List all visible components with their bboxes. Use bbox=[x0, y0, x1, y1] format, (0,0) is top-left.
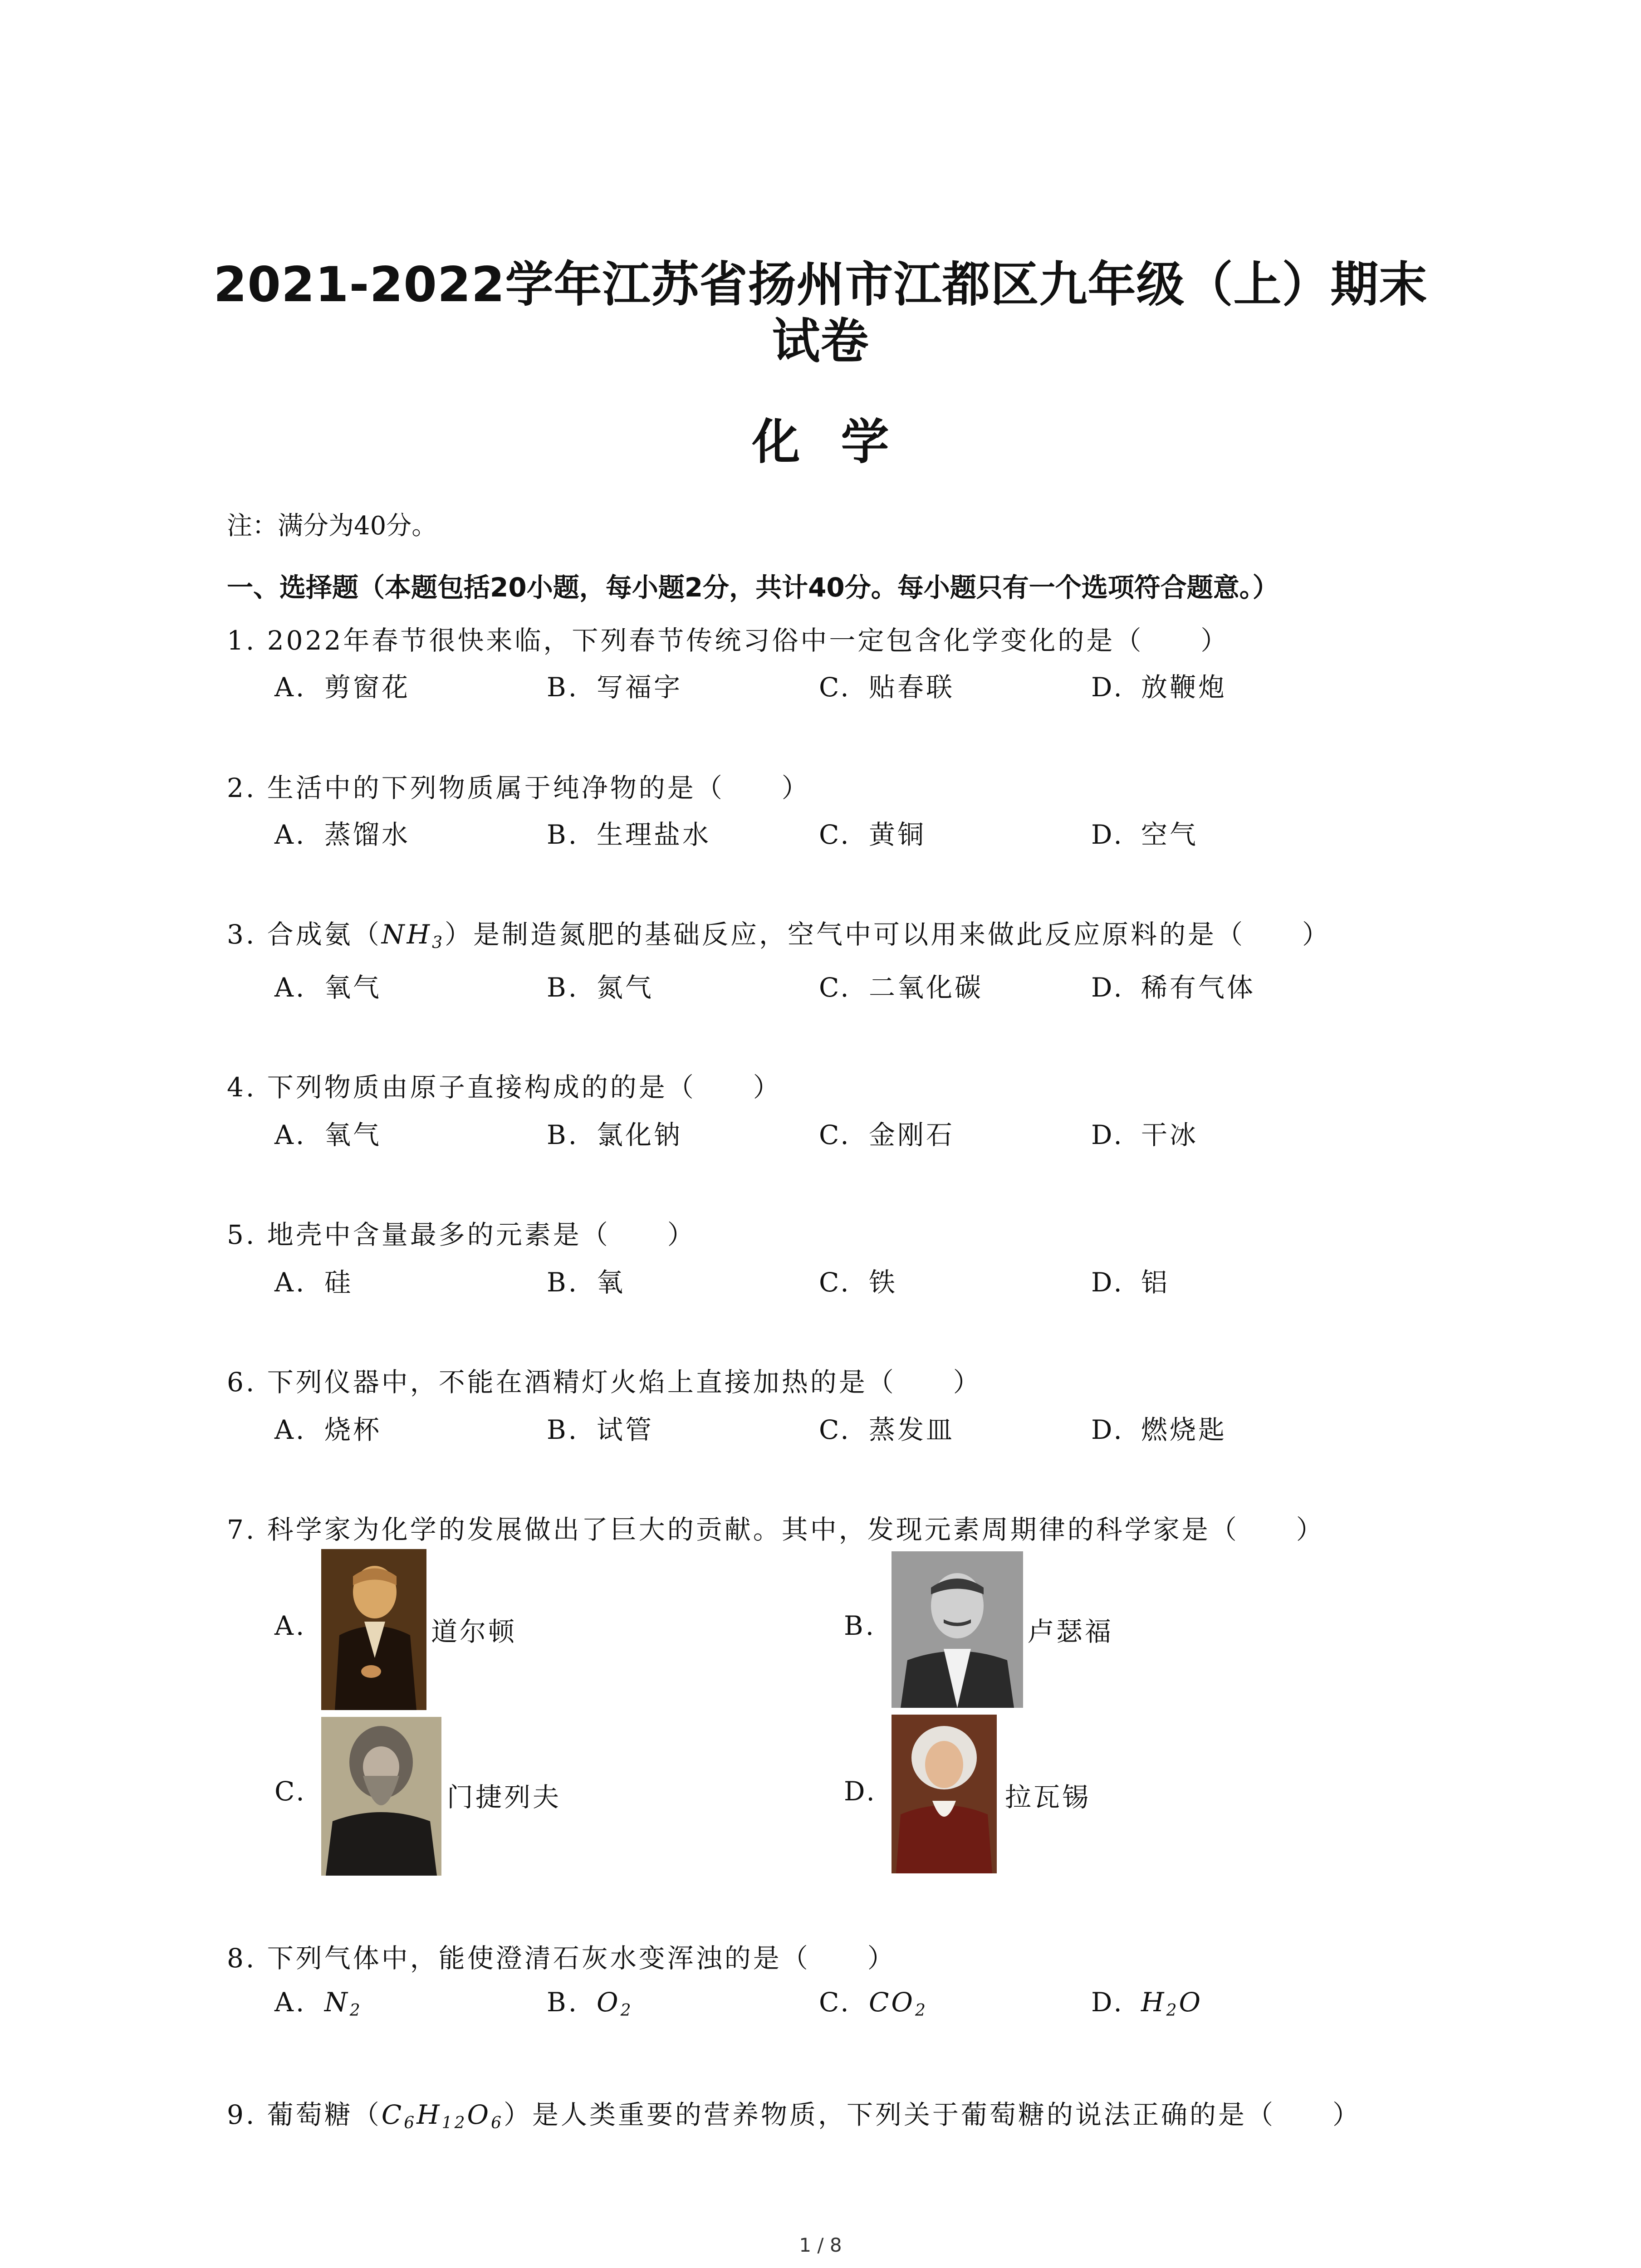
option-label: B. bbox=[547, 672, 579, 703]
option-label: D. bbox=[1091, 1414, 1124, 1445]
option-text: 贴春联 bbox=[869, 672, 955, 703]
option-label: B. bbox=[547, 1119, 579, 1150]
option-label: C. bbox=[819, 1414, 851, 1445]
option-text: 写福字 bbox=[597, 672, 683, 703]
option-text: 氧气 bbox=[324, 972, 382, 1003]
option-label: B. bbox=[547, 819, 579, 850]
formula-base: N bbox=[324, 1987, 350, 2018]
option-label: C. bbox=[819, 1987, 851, 2018]
option-label: D. bbox=[1091, 1987, 1124, 2018]
option-a-text: 道尔顿 bbox=[431, 1616, 517, 1647]
question-1 bbox=[227, 619, 1229, 657]
option-text: 燃烧匙 bbox=[1141, 1414, 1227, 1445]
exam-title-line2: 试卷 bbox=[772, 313, 869, 369]
question-5 bbox=[227, 1213, 696, 1251]
option-text: 二氧化碳 bbox=[869, 972, 984, 1003]
option-d bbox=[1091, 813, 1198, 851]
option-text: 硅 bbox=[324, 1267, 353, 1298]
option-a bbox=[274, 1114, 382, 1152]
option-text: 氧 bbox=[597, 1267, 626, 1298]
option-label: B. bbox=[547, 972, 579, 1003]
formula-subscript: 6 bbox=[404, 2114, 417, 2132]
question-text-before: 葡萄糖（ bbox=[267, 2099, 382, 2130]
formula-subscript: 2 bbox=[915, 2001, 928, 2020]
option-label: A. bbox=[274, 1267, 307, 1298]
question-9 bbox=[227, 2093, 1361, 2132]
formula-subscript: 12 bbox=[441, 2114, 467, 2132]
portrait-dalton-image bbox=[321, 1549, 426, 1710]
option-b bbox=[547, 1408, 654, 1447]
question-text-after: ）是人类重要的营养物质，下列关于葡萄糖的说法正确的是（ ） bbox=[503, 2099, 1361, 2130]
question-7 bbox=[227, 1508, 1325, 1546]
option-text: 氮气 bbox=[597, 972, 654, 1003]
option-label: A. bbox=[274, 1987, 307, 2018]
option-a bbox=[274, 666, 410, 704]
option-a bbox=[274, 1987, 362, 2020]
question-2 bbox=[227, 767, 810, 805]
question-number: 3. bbox=[227, 919, 257, 950]
option-text: 氯化钠 bbox=[597, 1119, 683, 1150]
option-b bbox=[547, 813, 711, 851]
option-d-text: 拉瓦锡 bbox=[1005, 1782, 1091, 1813]
question-text: 下列气体中，能使澄清石灰水变浑浊的是（ ） bbox=[267, 1943, 896, 1974]
option-label: A. bbox=[274, 1414, 307, 1445]
formula-glucose bbox=[382, 2099, 504, 2130]
option-d bbox=[1091, 966, 1255, 1004]
option-label: C. bbox=[819, 1119, 851, 1150]
option-label: D. bbox=[1091, 1119, 1124, 1150]
formula-base: CO bbox=[869, 1987, 915, 2018]
question-text-after: ）是制造氮肥的基础反应，空气中可以用来做此反应原料的是（ ） bbox=[445, 919, 1331, 950]
option-a-label: A. bbox=[274, 1610, 307, 1641]
option-text: 金刚石 bbox=[869, 1119, 955, 1150]
formula-co2 bbox=[869, 1987, 928, 2018]
formula-base: C bbox=[381, 2099, 404, 2130]
portrait-rutherford-image bbox=[892, 1551, 1023, 1708]
option-b-text: 卢瑟福 bbox=[1028, 1616, 1114, 1647]
option-label: D. bbox=[1091, 972, 1124, 1003]
option-text: 试管 bbox=[597, 1414, 654, 1445]
option-label: C. bbox=[819, 972, 851, 1003]
option-text: 黄铜 bbox=[869, 819, 926, 850]
question-number: 9. bbox=[227, 2099, 257, 2130]
option-text: 放鞭炮 bbox=[1141, 672, 1227, 703]
option-text: 空气 bbox=[1141, 819, 1199, 850]
option-label: B. bbox=[547, 1414, 579, 1445]
question-number: 6. bbox=[227, 1367, 257, 1398]
exam-title-line1: 2021-2022学年江苏省扬州市江都区九年级（上）期末 bbox=[213, 257, 1428, 313]
option-text: 干冰 bbox=[1141, 1119, 1199, 1150]
question-text: 2022年春节很快来临，下列春节传统习俗中一定包含化学变化的是（ ） bbox=[267, 625, 1230, 656]
question-text: 下列物质由原子直接构成的的是（ ） bbox=[267, 1072, 782, 1103]
option-label: A. bbox=[274, 1119, 307, 1150]
option-c bbox=[819, 1987, 928, 2020]
option-b bbox=[547, 1114, 682, 1152]
option-text: 烧杯 bbox=[324, 1414, 382, 1445]
option-b bbox=[547, 666, 682, 704]
option-text: 氧气 bbox=[324, 1119, 382, 1150]
question-text: 下列仪器中，不能在酒精灯火焰上直接加热的是（ ） bbox=[267, 1367, 982, 1398]
formula-subscript: 2 bbox=[620, 2001, 633, 2020]
option-a bbox=[274, 966, 382, 1004]
question-number: 5. bbox=[227, 1219, 257, 1250]
portrait-mendeleev-image bbox=[321, 1717, 441, 1876]
question-number: 4. bbox=[227, 1072, 257, 1103]
option-c bbox=[819, 666, 955, 704]
option-label: C. bbox=[819, 1267, 851, 1298]
option-label: A. bbox=[274, 672, 307, 703]
formula-base: O bbox=[467, 2099, 491, 2130]
question-number: 1. bbox=[227, 625, 257, 656]
formula-subscript: 2 bbox=[349, 2001, 362, 2020]
option-c bbox=[819, 813, 926, 851]
formula-o2 bbox=[597, 1987, 633, 2018]
section-heading: 一、选择题（本题包括20小题，每小题2分，共计40分。每小题只有一个选项符合题意。） bbox=[227, 572, 1279, 603]
score-note: 注：满分为40分。 bbox=[227, 511, 437, 541]
formula-subscript: 3 bbox=[432, 934, 445, 952]
option-label: C. bbox=[819, 672, 851, 703]
subject-title: 化学 bbox=[752, 414, 930, 470]
option-text: 铝 bbox=[1141, 1267, 1170, 1298]
formula-base: O bbox=[597, 1987, 621, 2018]
option-text: 蒸馏水 bbox=[324, 819, 411, 850]
option-c-label: C. bbox=[274, 1776, 307, 1807]
option-a bbox=[274, 1408, 382, 1447]
option-c bbox=[819, 1408, 955, 1447]
option-label: B. bbox=[547, 1267, 579, 1298]
option-label: C. bbox=[819, 819, 851, 850]
question-4 bbox=[227, 1066, 782, 1104]
formula-h2o bbox=[1141, 1987, 1203, 2018]
option-label: D. bbox=[1091, 819, 1124, 850]
option-label: D. bbox=[1091, 1267, 1124, 1298]
option-a bbox=[274, 1261, 353, 1299]
option-c-text: 门捷列夫 bbox=[447, 1782, 562, 1813]
question-8 bbox=[227, 1937, 896, 1975]
option-b bbox=[547, 1987, 633, 2020]
option-text: 稀有气体 bbox=[1141, 972, 1256, 1003]
option-label: D. bbox=[1091, 672, 1124, 703]
formula-n2 bbox=[324, 1987, 362, 2018]
option-text: 生理盐水 bbox=[597, 819, 711, 850]
option-d bbox=[1091, 1261, 1170, 1299]
formula-nh3 bbox=[382, 919, 445, 950]
option-c bbox=[819, 1114, 955, 1152]
page-number: 1 / 8 bbox=[799, 2234, 842, 2256]
question-6 bbox=[227, 1361, 982, 1399]
option-c bbox=[819, 1261, 897, 1299]
formula-base-2: O bbox=[1179, 1987, 1203, 2018]
option-b bbox=[547, 1261, 625, 1299]
question-text: 科学家为化学的发展做出了巨大的贡献。其中，发现元素周期律的科学家是（ ） bbox=[267, 1514, 1325, 1545]
option-d bbox=[1091, 1114, 1198, 1152]
option-a bbox=[274, 813, 410, 851]
formula-base: H bbox=[1141, 1987, 1166, 2018]
formula-base: NH bbox=[381, 919, 432, 950]
option-text: 蒸发皿 bbox=[869, 1414, 955, 1445]
question-text: 地壳中含量最多的元素是（ ） bbox=[267, 1219, 696, 1250]
question-number: 7. bbox=[227, 1514, 257, 1545]
option-c bbox=[819, 966, 983, 1004]
question-number: 2. bbox=[227, 772, 257, 803]
option-b-label: B. bbox=[844, 1610, 877, 1641]
formula-base: H bbox=[416, 2099, 442, 2130]
portrait-lavoisier-image bbox=[892, 1715, 997, 1873]
formula-subscript: 2 bbox=[1166, 2001, 1179, 2020]
option-d bbox=[1091, 1408, 1227, 1447]
formula-subscript: 6 bbox=[491, 2114, 504, 2132]
question-text-before: 合成氨（ bbox=[267, 919, 382, 950]
option-d bbox=[1091, 1987, 1203, 2020]
question-text: 生活中的下列物质属于纯净物的是（ ） bbox=[267, 772, 810, 803]
option-text: 剪窗花 bbox=[324, 672, 411, 703]
question-number: 8. bbox=[227, 1943, 257, 1974]
option-d-label: D. bbox=[844, 1776, 877, 1807]
option-d bbox=[1091, 666, 1227, 704]
option-text: 铁 bbox=[869, 1267, 898, 1298]
option-label: A. bbox=[274, 819, 307, 850]
option-label: B. bbox=[547, 1987, 579, 2018]
option-label: A. bbox=[274, 972, 307, 1003]
question-3 bbox=[227, 913, 1331, 952]
option-b bbox=[547, 966, 654, 1004]
